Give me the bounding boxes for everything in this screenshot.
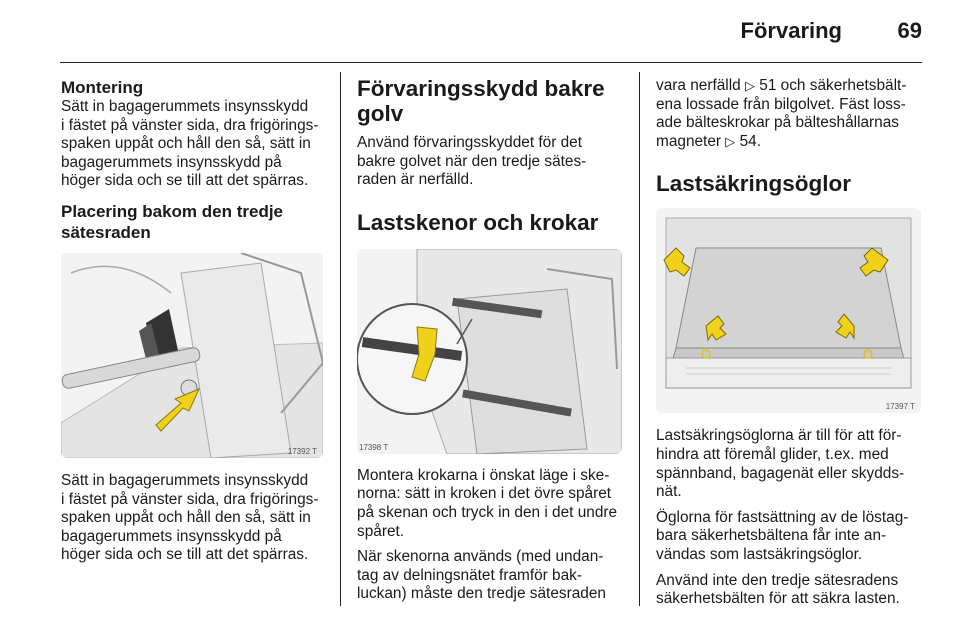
illustration	[656, 208, 921, 413]
page-ref: 51	[759, 77, 777, 94]
column-divider	[340, 72, 341, 606]
text-line: nät.	[656, 483, 682, 501]
text-line: raden är nerfälld.	[357, 171, 474, 189]
section-heading: Montering	[61, 78, 144, 97]
section-heading	[61, 201, 323, 243]
text-line: Montera krokarna i önskat läge i ske-	[357, 466, 610, 484]
text-line: bakre golvet när den tredje sätes-	[357, 152, 587, 170]
text-line: säkerhetsbälten för att säkra lasten.	[656, 590, 900, 608]
paragraph	[656, 572, 922, 609]
figure-code: 17392 T	[287, 446, 317, 456]
text-line: höger sida och se till att det spärras.	[61, 546, 309, 564]
text-line: luckan) måste den tredje sätesraden	[357, 585, 606, 603]
text-line: hindra att föremål glider, t.ex. med	[656, 445, 889, 463]
text-line: Öglorna för fastsättning av de löstag-	[656, 508, 909, 526]
triangle-ref-icon: ▷	[725, 133, 736, 149]
text-line: magneter	[656, 132, 726, 150]
page-header	[0, 0, 960, 62]
text-line: spännband, bagagenät eller skydds-	[656, 464, 905, 482]
figure-code: 17397 T	[885, 402, 915, 412]
illustration	[61, 253, 323, 458]
page-number: 69	[897, 18, 922, 43]
paragraph	[656, 427, 922, 501]
text-line: i fästet på vänster sida, dra frigörings-	[61, 116, 319, 134]
text-line: Sätt in bagagerummets insynsskydd	[61, 98, 309, 115]
illustration	[357, 249, 622, 454]
section-heading	[357, 76, 625, 126]
text-line: Använd förvaringsskyddet för det	[357, 134, 582, 151]
figure-seat-cover	[61, 253, 323, 458]
paragraph	[61, 472, 323, 565]
text-line: Lastsäkringsöglorna är till för att för-	[656, 427, 902, 445]
paragraph	[357, 134, 625, 190]
text-line: norna: sätt in kroken i det övre spåret	[357, 485, 612, 503]
text-line: bara säkerhetsbältena får inte an-	[656, 527, 887, 545]
heading-line: Placering bakom den tredje	[61, 201, 284, 221]
section-heading: Lastsäkringsöglor	[656, 171, 852, 197]
text-line: på skenan och tryck in den i det undre	[357, 503, 618, 521]
section-heading: Lastskenor och krokar	[357, 209, 599, 235]
column-divider	[639, 72, 640, 606]
triangle-ref-icon: ▷	[744, 78, 755, 93]
text-line: bagagerummets insynsskydd på	[61, 527, 282, 545]
text-line: och säkerhetsbält-	[776, 77, 907, 94]
paragraph	[357, 548, 625, 604]
text-line: ade bälteskrokar på bälteshållarnas	[656, 114, 899, 132]
column-3	[656, 77, 922, 609]
text-line: vara nerfälld	[656, 77, 745, 94]
paragraph	[656, 509, 922, 565]
paragraph	[61, 98, 323, 191]
heading-line: Förvaringsskydd bakre	[357, 76, 605, 101]
text-line: När skenorna används (med undan-	[357, 548, 604, 566]
page-ref: 54.	[739, 132, 761, 150]
figure-load-rails	[357, 249, 622, 454]
text-line: Sätt in bagagerummets insynsskydd	[61, 471, 309, 489]
heading-line: golv	[357, 101, 404, 126]
text-line: tag av delningsnätet framför bak-	[357, 566, 582, 584]
heading-line: sätesraden	[61, 222, 151, 242]
page-title: Förvaring	[740, 18, 842, 43]
text-line: spaken uppåt och håll den så, sätt in	[61, 509, 311, 527]
text-line: i fästet på vänster sida, dra frigörings-	[61, 490, 319, 508]
text-line: spaken uppåt och håll den så, sätt in	[61, 135, 311, 153]
text-line: bagagerummets insynsskydd på	[61, 153, 282, 171]
paragraph	[656, 77, 922, 151]
column-2	[357, 76, 625, 604]
column-1	[61, 78, 323, 565]
paragraph	[357, 467, 625, 541]
header-rule	[60, 62, 922, 63]
text-line: spåret.	[357, 522, 405, 540]
figure-lashing-eyes	[656, 208, 921, 413]
text-line: vändas som lastsäkringsöglor.	[656, 545, 863, 563]
text-line: Använd inte den tredje sätesradens	[656, 571, 899, 589]
text-line: höger sida och se till att det spärras.	[61, 172, 309, 190]
figure-code: 17398 T	[359, 442, 389, 452]
text-line: ena lossade från bilgolvet. Fäst loss-	[656, 95, 906, 113]
